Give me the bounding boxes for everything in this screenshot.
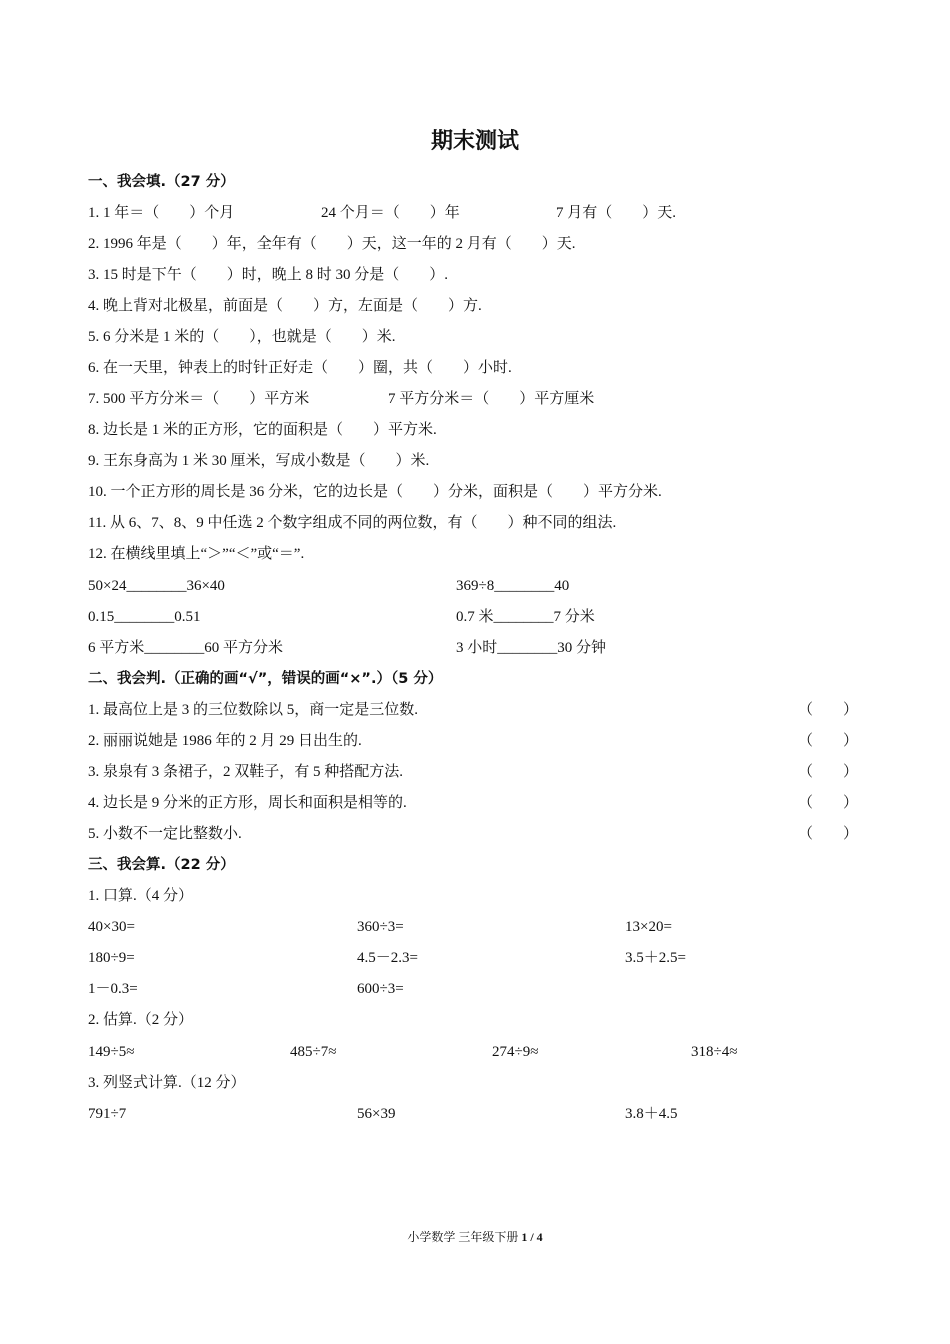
judge-item-1 — [88, 699, 868, 721]
sub-heading-oral: 1. 口算.（4 分） — [88, 888, 194, 904]
q1-part-3: 7 月有（ ）天. — [556, 205, 677, 221]
judge-text: 4. 边长是 9 分米的正方形，周长和面积是相等的. — [88, 795, 407, 811]
page-footer — [0, 1228, 950, 1245]
answer-paren: （ ） — [798, 826, 859, 842]
oral-item: 360÷3= — [357, 919, 404, 935]
vertical-item: 56×39 — [357, 1106, 396, 1122]
question-9: 9. 王东身高为 1 米 30 厘米，写成小数是（ ）米. — [88, 453, 430, 469]
judge-item-3 — [88, 761, 868, 783]
question-8: 8. 边长是 1 米的正方形，它的面积是（ ）平方米. — [88, 422, 437, 438]
question-10: 10. 一个正方形的周长是 36 分米，它的边长是（ ）分米，面积是（ ）平方分米. — [88, 484, 662, 500]
compare-item: 0.15________0.51 — [88, 609, 201, 625]
oral-item: 180÷9= — [88, 950, 135, 966]
compare-item: 0.7 米________7 分米 — [456, 609, 595, 625]
question-5: 5. 6 分米是 1 米的（ ），也就是（ ）米. — [88, 329, 396, 345]
oral-item: 3.5＋2.5= — [625, 950, 686, 966]
compare-item: 3 小时________30 分钟 — [456, 640, 607, 656]
answer-paren: （ ） — [798, 702, 859, 718]
estimate-item: 485÷7≈ — [290, 1044, 337, 1060]
sub-heading-estimate: 2. 估算.（2 分） — [88, 1012, 194, 1028]
q1-part-2: 24 个月＝（ ）年 — [321, 205, 460, 221]
judge-text: 1. 最高位上是 3 的三位数除以 5，商一定是三位数. — [88, 702, 419, 718]
question-4: 4. 晚上背对北极星，前面是（ ）方，左面是（ ）方. — [88, 298, 482, 314]
estimate-item: 274÷9≈ — [492, 1044, 539, 1060]
oral-item: 1－0.3= — [88, 981, 138, 997]
judge-item-4 — [88, 792, 868, 814]
section-1-heading: 一、我会填.（27 分） — [88, 174, 235, 190]
answer-paren: （ ） — [798, 764, 859, 780]
compare-item: 6 平方米________60 平方分米 — [88, 640, 284, 656]
compare-item: 369÷8________40 — [456, 578, 570, 594]
q7-part-1: 7. 500 平方分米＝（ ）平方米 — [88, 391, 310, 407]
q7-part-2: 7 平方分米＝（ ）平方厘米 — [388, 391, 595, 407]
judge-item-5 — [88, 823, 868, 845]
oral-item: 40×30= — [88, 919, 135, 935]
oral-item: 4.5－2.3= — [357, 950, 418, 966]
judge-text: 5. 小数不一定比整数小. — [88, 826, 242, 842]
vertical-item: 3.8＋4.5 — [625, 1106, 678, 1122]
page-title: 期末测试 — [430, 128, 519, 153]
section-2-heading: 二、我会判.（正确的画“√”，错误的画“×”.）（5 分） — [88, 671, 443, 687]
estimate-item: 318÷4≈ — [691, 1044, 738, 1060]
judge-text: 3. 泉泉有 3 条裙子，2 双鞋子，有 5 种搭配方法. — [88, 764, 404, 780]
judge-item-2 — [88, 730, 868, 752]
section-3-heading: 三、我会算.（22 分） — [88, 857, 235, 873]
page-number: 1 / 4 — [521, 1230, 543, 1244]
question-3: 3. 15 时是下午（ ）时，晚上 8 时 30 分是（ ）. — [88, 267, 449, 283]
footer-text: 小学数学 三年级下册 — [407, 1230, 519, 1244]
estimate-item: 149÷5≈ — [88, 1044, 135, 1060]
question-11: 11. 从 6、7、8、9 中任选 2 个数字组成不同的两位数，有（ ）种不同的组法. — [88, 515, 617, 531]
oral-item: 600÷3= — [357, 981, 404, 997]
vertical-item: 791÷7 — [88, 1106, 127, 1122]
answer-paren: （ ） — [798, 795, 859, 811]
question-6: 6. 在一天里，钟表上的时针正好走（ ）圈，共（ ）小时. — [88, 360, 512, 376]
judge-text: 2. 丽丽说她是 1986 年的 2 月 29 日出生的. — [88, 733, 362, 749]
question-12: 12. 在横线里填上“＞”“＜”或“＝”. — [88, 546, 305, 562]
answer-paren: （ ） — [798, 733, 859, 749]
question-2: 2. 1996 年是（ ）年，全年有（ ）天，这一年的 2 月有（ ）天. — [88, 236, 576, 252]
q1-part-1: 1. 1 年＝（ ）个月 — [88, 205, 235, 221]
sub-heading-vertical: 3. 列竖式计算.（12 分） — [88, 1075, 246, 1091]
compare-item: 50×24________36×40 — [88, 578, 225, 594]
oral-item: 13×20= — [625, 919, 672, 935]
